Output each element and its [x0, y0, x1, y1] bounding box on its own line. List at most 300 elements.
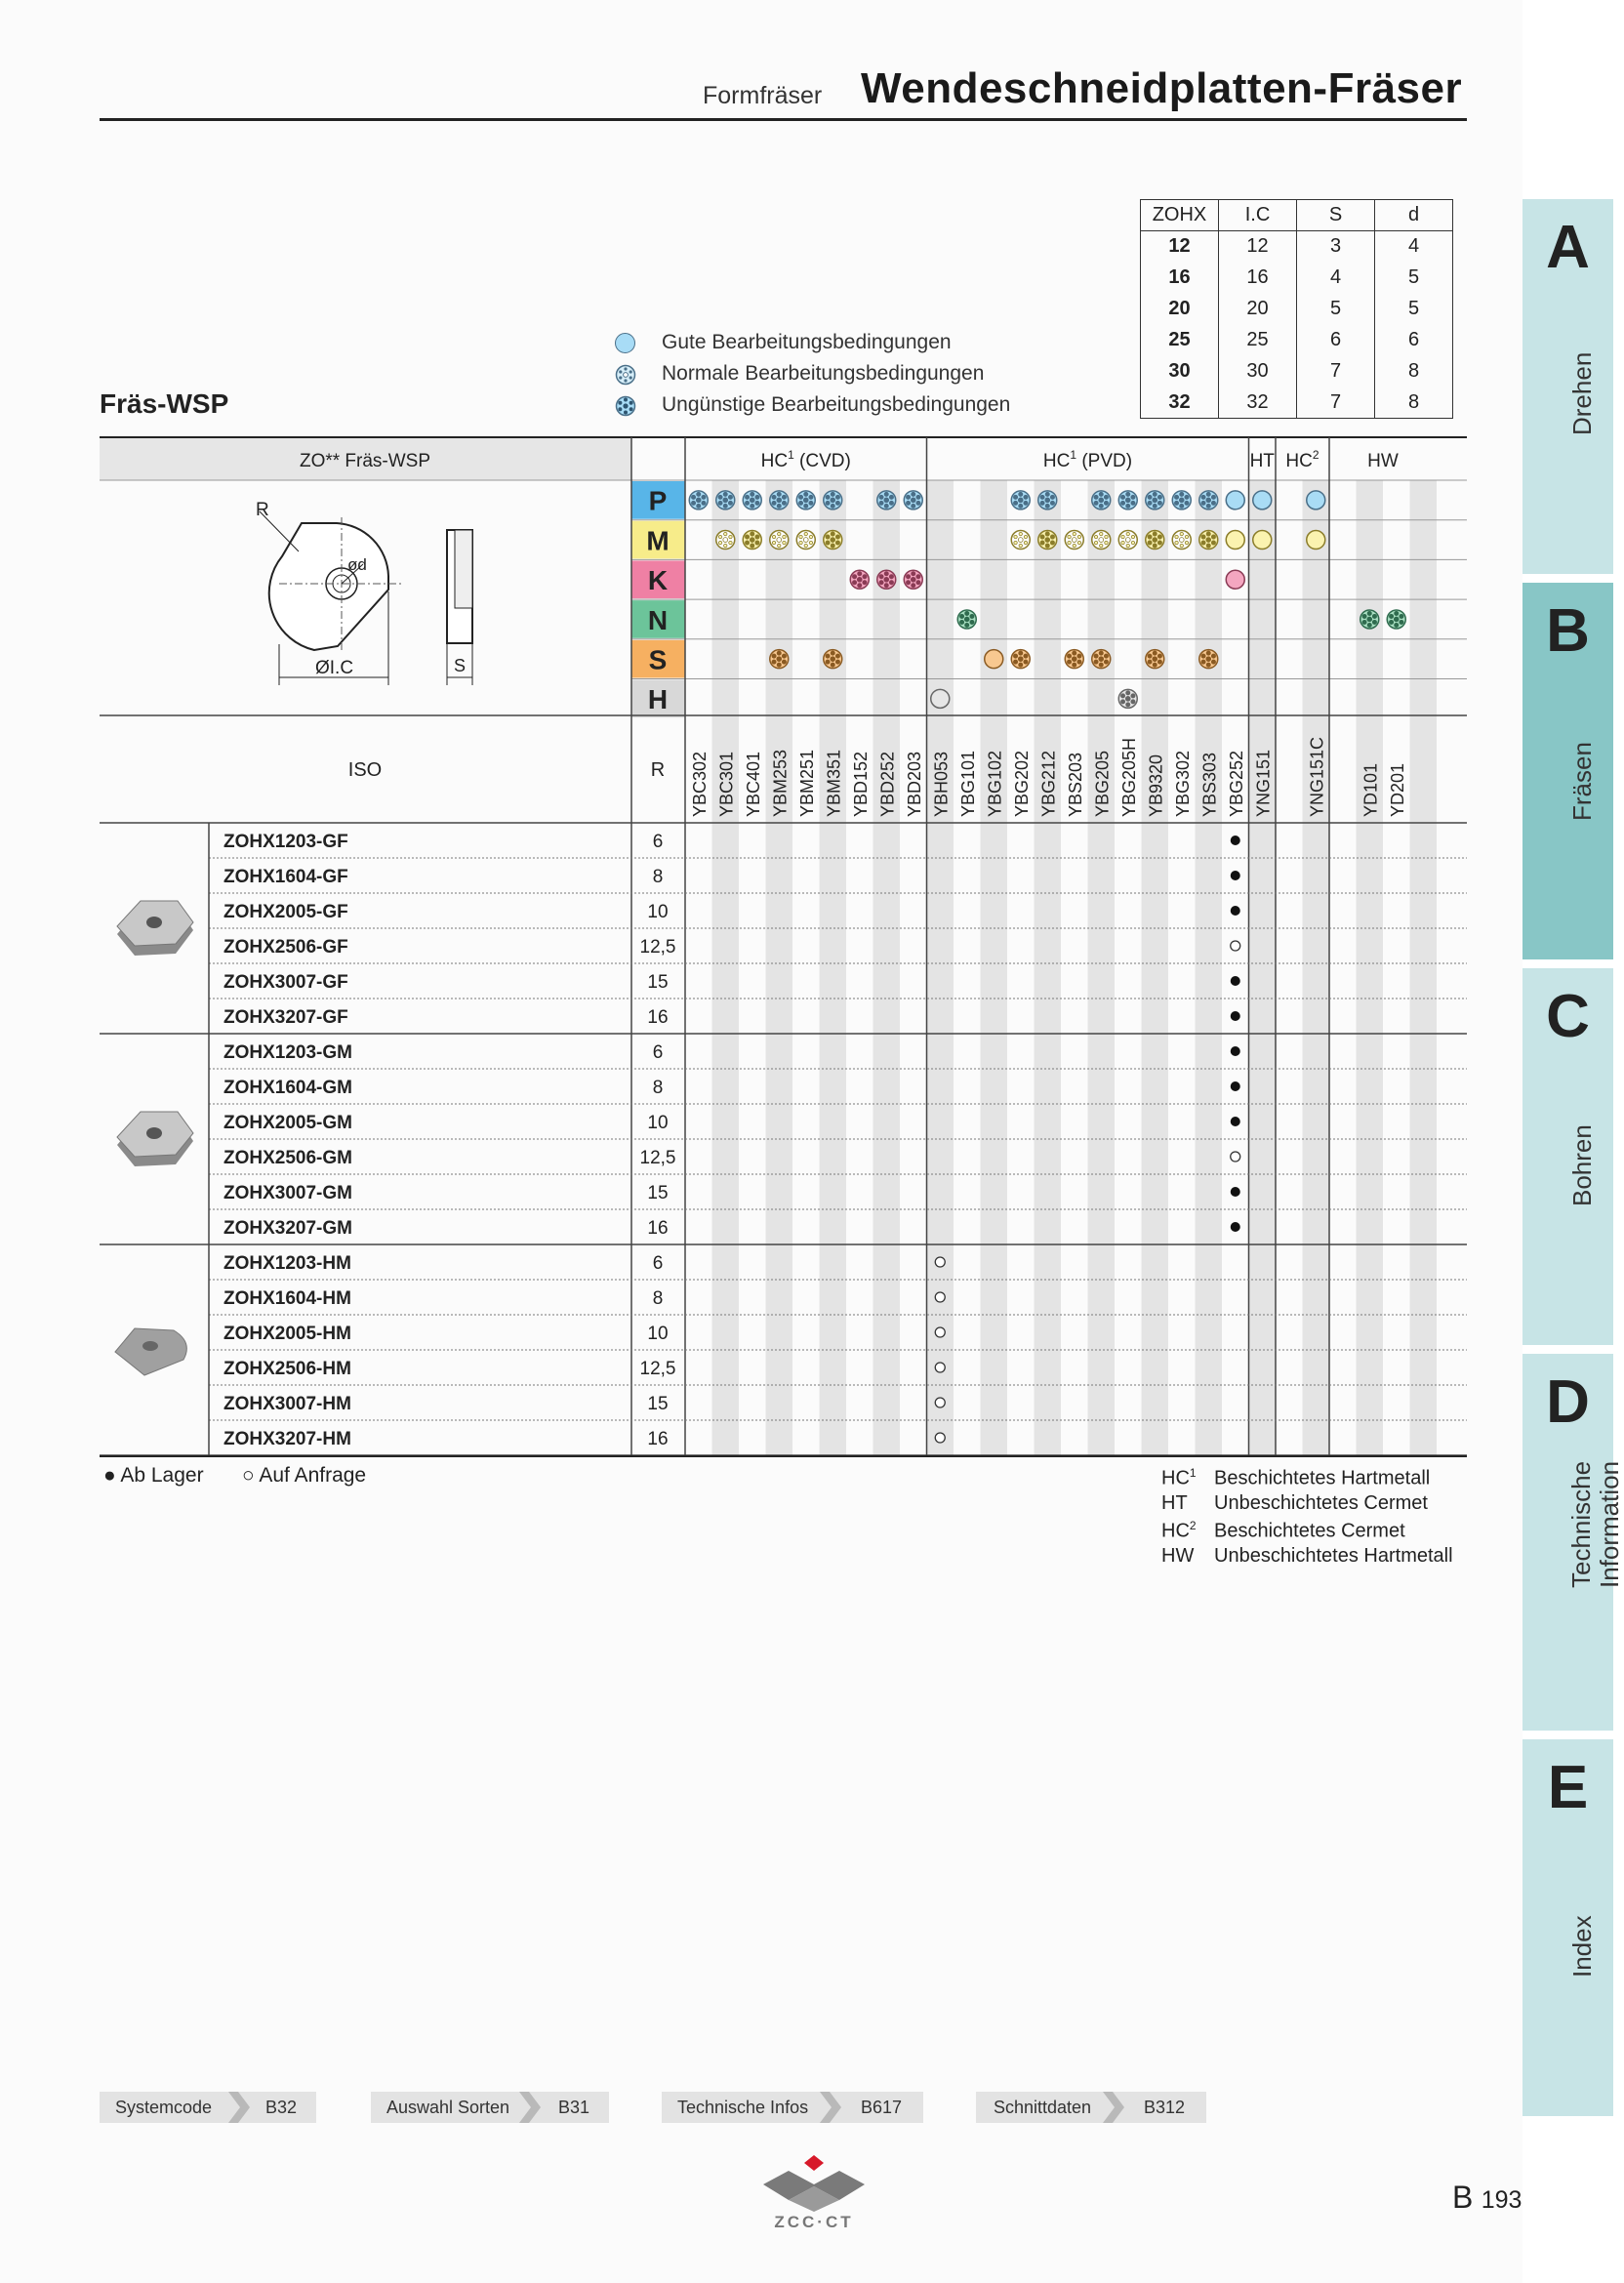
icon-center [723, 498, 728, 503]
icon-dot [729, 535, 732, 538]
suitability-icon-bad [1065, 650, 1083, 669]
icon-dot [751, 544, 754, 548]
icon-dot [691, 495, 695, 499]
icon-dot [965, 611, 969, 615]
icon-dot [1185, 495, 1189, 499]
icon-dot [745, 541, 749, 545]
icon-center [723, 538, 728, 543]
icon-center [1045, 538, 1050, 543]
product-code: ZOHX1604-GF [223, 867, 348, 887]
icon-dot [1040, 535, 1044, 539]
icon-dot [1019, 544, 1022, 547]
in-stock-dot [1231, 976, 1240, 986]
dim-cell: 6 [1297, 325, 1375, 356]
icon-center [911, 498, 915, 503]
icon-dot [1099, 504, 1103, 508]
suitability-icon-bad [1199, 491, 1218, 510]
in-stock-dot [1231, 1117, 1240, 1126]
icon-dot [804, 532, 807, 535]
tab-letter: C [1546, 983, 1590, 1050]
suitability-icon-bad [1146, 650, 1164, 669]
suitability-icon-bad [1011, 650, 1030, 669]
r-label: R [650, 759, 666, 781]
product-code: ZOHX2005-HM [223, 1324, 351, 1344]
tab-bohren[interactable] [1522, 968, 1613, 1345]
suitability-icon-bad [1118, 491, 1137, 510]
suitability-icon-bad [689, 491, 708, 510]
icon-dot [772, 535, 775, 538]
suitability-icon-bad [824, 650, 842, 669]
icon-dot [1126, 703, 1130, 707]
product-code: ZOHX1604-HM [223, 1288, 351, 1309]
icon-dot [1206, 492, 1210, 496]
suitability-icon-bad [1199, 531, 1218, 550]
icon-dot [702, 495, 706, 499]
icon-center [777, 498, 782, 503]
legend-stock: ● Ab Lager [103, 1464, 204, 1487]
dim-cell: 25 [1141, 325, 1219, 356]
suitability-icon-bad [716, 491, 735, 510]
icon-dot [1019, 663, 1023, 667]
drawing-label-r: R [256, 500, 269, 520]
icon-dot [831, 492, 834, 496]
suitability-icon-bad [850, 570, 869, 589]
icon-dot [1157, 535, 1161, 539]
icon-dot [826, 495, 830, 499]
icon-dot [1024, 495, 1028, 499]
suitability-icon-bad [1118, 689, 1137, 708]
chapter-sidebar [1522, 0, 1624, 2283]
icon-dot [970, 620, 974, 624]
suitability-icon-bad [1360, 610, 1379, 629]
product-code: ZOHX2005-GF [223, 902, 348, 922]
icon-dot [751, 492, 754, 496]
icon-center [1125, 696, 1130, 701]
icon-dot [831, 663, 834, 667]
icon-dot [772, 501, 776, 505]
svg-text:ZCC·CT: ZCC·CT [774, 2213, 854, 2231]
insert-image [117, 1112, 193, 1166]
icon-center [1099, 657, 1104, 662]
icon-dot [1126, 691, 1130, 695]
icon-dot [751, 532, 754, 536]
icon-dot [777, 663, 781, 667]
in-stock-dot [1231, 1187, 1240, 1197]
suitability-icon-good [1226, 570, 1244, 589]
grade-label: YBC401 [743, 751, 763, 817]
icon-dot [826, 654, 830, 658]
material-letter: P [648, 485, 668, 516]
icon-dot [1104, 654, 1108, 658]
icon-ring [1226, 570, 1244, 589]
icon-dot [835, 660, 839, 664]
column-stripe [873, 480, 901, 1456]
icon-dot [782, 660, 786, 664]
chevron-right-icon [224, 2092, 252, 2123]
icon-center [750, 498, 754, 503]
link-schnittdaten[interactable]: Schnittdaten B312 [976, 2092, 1206, 2123]
material-letter: K [647, 565, 669, 596]
link-auswahl-sorten[interactable]: Auswahl Sorten B31 [371, 2092, 609, 2123]
icon-dot [1073, 651, 1076, 655]
on-request-dot [935, 1292, 945, 1302]
product-code: ZOHX1203-HM [223, 1253, 351, 1274]
icon-dot [912, 572, 915, 576]
icon-center [1125, 538, 1130, 543]
column-stripe [820, 480, 847, 1456]
icon-dot [858, 572, 862, 576]
radius-value: 10 [647, 902, 669, 922]
grade-label: YBG205H [1118, 737, 1139, 817]
icon-dot [1024, 541, 1027, 544]
grade-label: YBS303 [1199, 752, 1220, 817]
icon-dot [1040, 501, 1044, 505]
icon-dot [1211, 660, 1215, 664]
tab-label: Drehen [1567, 351, 1597, 435]
abbr-row: HT Unbeschichtetes Cermet [1161, 1492, 1428, 1514]
radius-value: 8 [652, 1288, 664, 1309]
radius-value: 15 [647, 972, 669, 993]
icon-dot [1362, 620, 1366, 624]
icon-dot [1104, 501, 1108, 505]
icon-dot [1372, 620, 1376, 624]
icon-center [964, 617, 969, 622]
radius-value: 12,5 [639, 1148, 676, 1168]
grade-label: YD101 [1360, 762, 1381, 817]
icon-dot [798, 495, 802, 499]
icon-dot [1050, 501, 1054, 505]
icon-dot [1094, 660, 1098, 664]
dim-cell: 5 [1375, 263, 1453, 294]
on-request-dot [935, 1433, 945, 1443]
icon-center [857, 577, 862, 582]
suitability-icon-good [1253, 491, 1272, 510]
icon-dot [728, 501, 732, 505]
icon-dot [1040, 495, 1044, 499]
suitability-icon-normal [796, 531, 815, 550]
icon-dot [1157, 654, 1161, 658]
icon-center [1153, 538, 1157, 543]
icon-dot [755, 501, 759, 505]
icon-dot [1073, 663, 1076, 667]
icon-dot [697, 504, 701, 508]
icon-ring [931, 689, 950, 708]
dim-cell: 6 [1375, 325, 1453, 356]
icon-dot [835, 654, 839, 658]
legend-bad: Ungünstige Bearbeitungsbedingungen [613, 391, 1023, 421]
suitability-icon-bad [957, 610, 976, 629]
icon-dot [1206, 544, 1210, 548]
material-letter: H [647, 684, 669, 715]
icon-dot [1126, 532, 1129, 535]
icon-center [1179, 498, 1184, 503]
icon-center [777, 538, 782, 543]
icon-dot [702, 501, 706, 505]
page-subtitle: Formfräser [703, 82, 823, 109]
tab-label: Fräsen [1567, 742, 1597, 821]
icon-dot [1126, 544, 1129, 547]
column-stripe [1142, 480, 1169, 1456]
icon-dot [1211, 495, 1215, 499]
icon-dot [863, 575, 867, 579]
radius-value: 6 [652, 832, 664, 852]
radius-value: 16 [647, 1007, 669, 1028]
icon-dot [799, 541, 802, 544]
icon-dot [729, 541, 732, 544]
icon-dot [1077, 541, 1080, 544]
icon-dot [884, 572, 888, 576]
icon-dot [745, 501, 749, 505]
grade-label: YBG102 [985, 750, 1005, 817]
icon-dot [1153, 544, 1157, 548]
suitability-icon-bad [1146, 491, 1164, 510]
suitability-icon-bad [904, 570, 922, 589]
icon-center [1206, 498, 1211, 503]
icon-center [831, 538, 835, 543]
tab-index[interactable] [1522, 1739, 1613, 2116]
link-technische-infos[interactable]: Technische Infos B617 [662, 2092, 923, 2123]
icon-dot [831, 504, 834, 508]
icon-dot [1094, 501, 1098, 505]
dim-cell: 32 [1141, 387, 1219, 419]
side-view-bevel [455, 530, 472, 608]
icon-dot [751, 504, 754, 508]
material-letter: M [646, 525, 670, 556]
product-code: ZOHX2506-GM [223, 1148, 352, 1168]
suitability-icon-bad [1172, 491, 1191, 510]
tab-technische-information[interactable] [1522, 1354, 1624, 1731]
icon-dot [1174, 501, 1178, 505]
icon-dot [1126, 492, 1130, 496]
suitability-icon-bad [1011, 491, 1030, 510]
icon-dot [1157, 541, 1161, 545]
group-header: $HC^1$ (PVD) [1042, 448, 1133, 471]
icon-dot [1180, 492, 1184, 496]
icon-dot [1206, 663, 1210, 667]
product-code: ZOHX1203-GF [223, 832, 348, 852]
icon-center [777, 657, 782, 662]
icon-ring [1253, 491, 1272, 510]
product-code: ZOHX1203-GM [223, 1042, 352, 1063]
in-stock-dot [1231, 836, 1240, 845]
tab-drehen[interactable] [1522, 199, 1613, 574]
icon-dot [889, 581, 893, 585]
icon-dot [1400, 614, 1403, 618]
icon-dot [1013, 501, 1017, 505]
icon-dot [1395, 611, 1399, 615]
icon-dot [1104, 495, 1108, 499]
icon-center [1153, 657, 1157, 662]
group-header: $HC^1$ (CVD) [760, 448, 851, 471]
icon-dot [1131, 694, 1135, 698]
suitability-icon-bad [1387, 610, 1405, 629]
icon-center [1045, 498, 1050, 503]
material-letter: N [647, 604, 669, 635]
suitability-icon-bad [770, 650, 789, 669]
icon-dot [718, 535, 721, 538]
icon-dot [1077, 654, 1081, 658]
icon-dot [1201, 660, 1205, 664]
page-number: B 193 [1452, 2180, 1522, 2215]
column-stripe [981, 480, 1008, 1456]
icon-dot [809, 541, 812, 544]
icon-center [803, 498, 808, 503]
radius-value: 12,5 [639, 937, 676, 958]
drawing-label-d: ød [347, 555, 367, 574]
dim-header: S [1297, 200, 1375, 231]
grade-label: YB9320 [1146, 754, 1166, 817]
in-stock-dot [1231, 1081, 1240, 1091]
icon-dot [724, 544, 727, 547]
dim-cell: 20 [1219, 294, 1297, 325]
in-stock-dot [1231, 871, 1240, 880]
icon-dot [1148, 535, 1152, 539]
icon-dot [906, 501, 910, 505]
suitability-icon-bad [824, 491, 842, 510]
icon-dot [1077, 660, 1081, 664]
icon-dot [1045, 492, 1049, 496]
grade-label: YBC302 [689, 751, 710, 817]
grade-label: YBM251 [796, 749, 817, 817]
icon-dot [1099, 492, 1103, 496]
icon-center [1018, 498, 1023, 503]
dim-cell: 16 [1141, 263, 1219, 294]
icon-dot [809, 535, 812, 538]
icon-dot [884, 584, 888, 588]
icon-dot [1120, 700, 1124, 704]
radius-value: 10 [647, 1324, 669, 1344]
product-code: ZOHX3207-GM [223, 1218, 352, 1239]
suitability-icon-bad [824, 531, 842, 550]
dim-cell: 20 [1141, 294, 1219, 325]
insert-hole [142, 1341, 158, 1351]
icon-dot [1073, 532, 1076, 535]
icon-dot [778, 532, 781, 535]
dim-header: d [1375, 200, 1453, 231]
in-stock-dot [1231, 906, 1240, 916]
suitability-icon-normal [1011, 531, 1030, 550]
icon-center [750, 538, 754, 543]
icon-dot [889, 495, 893, 499]
insert-hole [146, 917, 162, 928]
icon-dot [1014, 541, 1017, 544]
icon-dot [1050, 541, 1054, 545]
icon-dot [1104, 660, 1108, 664]
dim-cell: 7 [1297, 387, 1375, 419]
on-request-dot [935, 1363, 945, 1372]
icon-dot [1148, 501, 1152, 505]
icon-dot [1099, 663, 1103, 667]
icon-dot [1045, 544, 1049, 548]
icon-dot [889, 501, 893, 505]
suitability-icon-good [1226, 491, 1244, 510]
suitability-icon-good [1307, 531, 1325, 550]
top-left-label: ZO** Fräs-WSP [299, 451, 431, 471]
icon-dot [1185, 541, 1188, 544]
icon-dot [804, 544, 807, 547]
dim-cell: 12 [1141, 231, 1219, 263]
icon-dot [691, 501, 695, 505]
icon-dot [1372, 614, 1376, 618]
suitability-icon-bad [877, 570, 896, 589]
icon-dot [1105, 535, 1108, 538]
icon-dot [835, 501, 839, 505]
dim-header: I.C [1219, 200, 1297, 231]
icon-center [1072, 538, 1076, 543]
suitability-icon-normal [1118, 531, 1137, 550]
group-header: HT [1249, 451, 1275, 471]
icon-dot [863, 581, 867, 585]
insert-hole [146, 1127, 162, 1139]
icon-dot [1131, 501, 1135, 505]
icon-dot [745, 495, 749, 499]
icon-dot [1157, 495, 1161, 499]
icon-dot [1120, 501, 1124, 505]
icon-ring [1307, 491, 1325, 510]
icon-dot [970, 614, 974, 618]
icon-dot [1153, 532, 1157, 536]
icon-dot [852, 575, 856, 579]
icon-dot [772, 660, 776, 664]
icon-dot [1024, 501, 1028, 505]
icon-dot [1067, 660, 1071, 664]
icon-dot [879, 495, 883, 499]
icon-dot [831, 544, 834, 548]
icon-center [696, 498, 701, 503]
link-systemcode[interactable]: Systemcode B32 [100, 2092, 316, 2123]
suitability-icon-bad [1146, 531, 1164, 550]
icon-dot [831, 651, 834, 655]
icon-center [884, 498, 889, 503]
icon-dot [1019, 492, 1023, 496]
column-stripe [1035, 480, 1062, 1456]
icon-dot [718, 541, 721, 544]
dim-cell: 25 [1219, 325, 1297, 356]
tab-letter: E [1547, 1754, 1589, 1821]
iso-label: ISO [347, 759, 383, 781]
icon-dot [777, 492, 781, 496]
icon-dot [959, 614, 963, 618]
icon-dot [782, 495, 786, 499]
suitability-icon-good [1253, 531, 1272, 550]
icon-dot [1157, 660, 1161, 664]
icon-dot [1153, 504, 1157, 508]
chevron-right-icon [1099, 2092, 1126, 2123]
column-stripe [766, 480, 793, 1456]
icon-dot [1013, 660, 1017, 664]
on-request-dot [935, 1398, 945, 1407]
icon-dot [778, 544, 781, 547]
icon-dot [1045, 504, 1049, 508]
icon-dot [852, 581, 856, 585]
dim-header: ZOHX [1141, 200, 1219, 231]
insert-image [117, 901, 193, 956]
icon-dot [1153, 651, 1157, 655]
tab-letter: B [1546, 597, 1590, 665]
suitability-icon-bad [743, 491, 761, 510]
grade-label: YBD252 [877, 751, 898, 817]
icon-dot [1201, 535, 1205, 539]
icon-dot [745, 535, 749, 539]
icon-dot [1400, 620, 1403, 624]
icon-dot [1050, 535, 1054, 539]
abbr-row: HW Unbeschichtetes Hartmetall [1161, 1545, 1453, 1567]
icon-dot [1100, 532, 1103, 535]
tab-fraesen[interactable] [1522, 583, 1613, 959]
icon-dot [912, 492, 915, 496]
radius-value: 10 [647, 1113, 669, 1133]
icon-dot [1068, 535, 1071, 538]
